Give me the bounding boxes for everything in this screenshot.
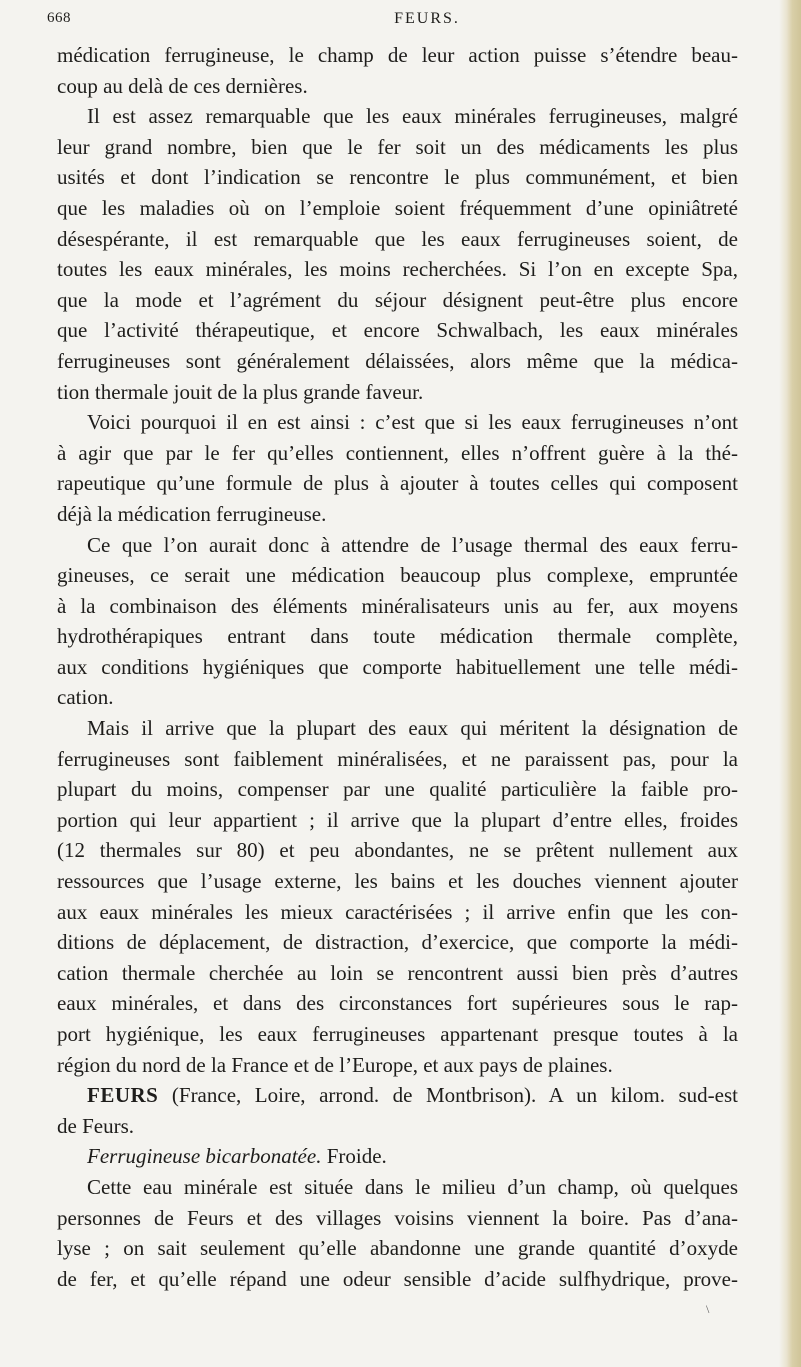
stray-mark: \ bbox=[706, 1302, 710, 1316]
text-line: personnes de Feurs et des villages voisins viennent la boire. Pas d’ana- bbox=[57, 1205, 738, 1230]
text-line: cation thermale cherchée au loin se rencontrent aussi bien près d’autres bbox=[57, 960, 738, 985]
text-line: déjà la médication ferrugineuse. bbox=[57, 501, 327, 526]
running-head: FEURS. bbox=[394, 10, 460, 27]
text-line: (12 thermales sur 80) et peu abondantes, ne se prêtent nullement aux bbox=[57, 838, 738, 863]
text-line: ditions de déplacement, de distraction, d’exercice, que comporte la médi- bbox=[57, 930, 738, 955]
text-line: désespérante, il est remarquable que les eaux ferrugineuses soient, de bbox=[57, 226, 738, 251]
text-line: leur grand nombre, bien que le fer soit un des médicaments les plus bbox=[57, 134, 738, 159]
text-line: usités et dont l’indication se rencontre le plus communément, et bien bbox=[57, 165, 738, 190]
text-line: toutes les eaux minérales, les moins recherchées. Si l’on en excepte Spa, bbox=[57, 257, 738, 282]
text-line: à la combinaison des éléments minéralisateurs unis au fer, aux moyens bbox=[57, 593, 738, 618]
text-line: rapeutique qu’une formule de plus à ajouter à toutes celles qui composent bbox=[57, 471, 738, 496]
text-line: aux conditions hygiéniques que comporte habituellement une telle médi- bbox=[57, 654, 738, 679]
text-line: à agir que par le fer qu’elles contiennent, elles n’offrent guère à la thé- bbox=[57, 440, 738, 465]
text-line: de fer, et qu’elle répand une odeur sensible d’acide sulfhydrique, prove- bbox=[57, 1266, 738, 1291]
text-line: ferrugineuses sont généralement délaissées, alors même que la médica- bbox=[57, 348, 738, 373]
body-text bbox=[57, 40, 738, 1294]
text-line: Il est assez remarquable que les eaux minérales ferrugineuses, malgré bbox=[87, 104, 738, 129]
text-line: ressources que l’usage externe, les bains et les douches viennent ajouter bbox=[57, 869, 738, 894]
text-line: Cette eau minérale est située dans le milieu d’un champ, où quelques bbox=[87, 1174, 738, 1199]
text-line: Voici pourquoi il en est ainsi : c’est que si les eaux ferrugineuses n’ont bbox=[87, 410, 738, 435]
text-line: aux eaux minérales les mieux caractérisées ; il arrive enfin que les con- bbox=[57, 899, 738, 924]
text-line: cation. bbox=[57, 685, 114, 710]
text-line: tion thermale jouit de la plus grande faveur. bbox=[57, 379, 424, 404]
text-line: port hygiénique, les eaux ferrugineuses appartenant presque toutes à la bbox=[57, 1022, 738, 1046]
text-line: lyse ; on sait seulement qu’elle abandonne une grande quantité d’oxyde bbox=[57, 1236, 738, 1261]
entry-location: (France, Loire, arrond. de Montbrison). A un kilom. sud-est bbox=[158, 1083, 738, 1108]
entry-heading-line bbox=[57, 1080, 738, 1111]
water-type: Ferrugineuse bicarbonatée. bbox=[87, 1144, 322, 1169]
text-line: coup au delà de ces dernières. bbox=[57, 73, 308, 98]
text-line: ferrugineuses sont faiblement minéralisées, et ne paraissent pas, pour la bbox=[57, 746, 738, 771]
page-number: 668 bbox=[47, 10, 71, 26]
text-line: portion qui leur appartient ; il arrive que la plupart d’entre elles, froides bbox=[57, 807, 738, 832]
entry-head: FEURS bbox=[87, 1083, 159, 1108]
text-line: Ce que l’on aurait donc à attendre de l’usage thermal des eaux ferru- bbox=[87, 532, 738, 557]
text-line: région du nord de la France et de l’Europe, et aux pays de plaines. bbox=[57, 1052, 613, 1077]
water-temperature: Froide. bbox=[321, 1144, 387, 1169]
text-line: Mais il arrive que la plupart des eaux qui méritent la désignation de bbox=[87, 716, 738, 741]
text-line: gineuses, ce serait une médication beaucoup plus complexe, empruntée bbox=[57, 563, 738, 588]
page-edge-shadow bbox=[779, 0, 801, 1367]
page-header bbox=[47, 10, 752, 36]
text-line: de Feurs. bbox=[57, 1113, 134, 1138]
text-line: eaux minérales, et dans des circonstances fort supérieures sous le rap- bbox=[57, 991, 738, 1016]
text-line: que l’activité thérapeutique, et encore Schwalbach, les eaux minérales bbox=[57, 318, 738, 343]
text-line: plupart du moins, compenser par une qualité particulière la faible pro- bbox=[57, 777, 738, 802]
subentry-line bbox=[57, 1141, 738, 1172]
text-line: que la mode et l’agrément du séjour désignent peut-être plus encore bbox=[57, 287, 738, 312]
text-line: que les maladies où on l’emploie soient fréquemment d’une opiniâtreté bbox=[57, 195, 738, 220]
text-line: médication ferrugineuse, le champ de leur action puisse s’étendre beau- bbox=[57, 43, 738, 67]
text-line: hydrothérapiques entrant dans toute médication thermale complète, bbox=[57, 624, 738, 649]
